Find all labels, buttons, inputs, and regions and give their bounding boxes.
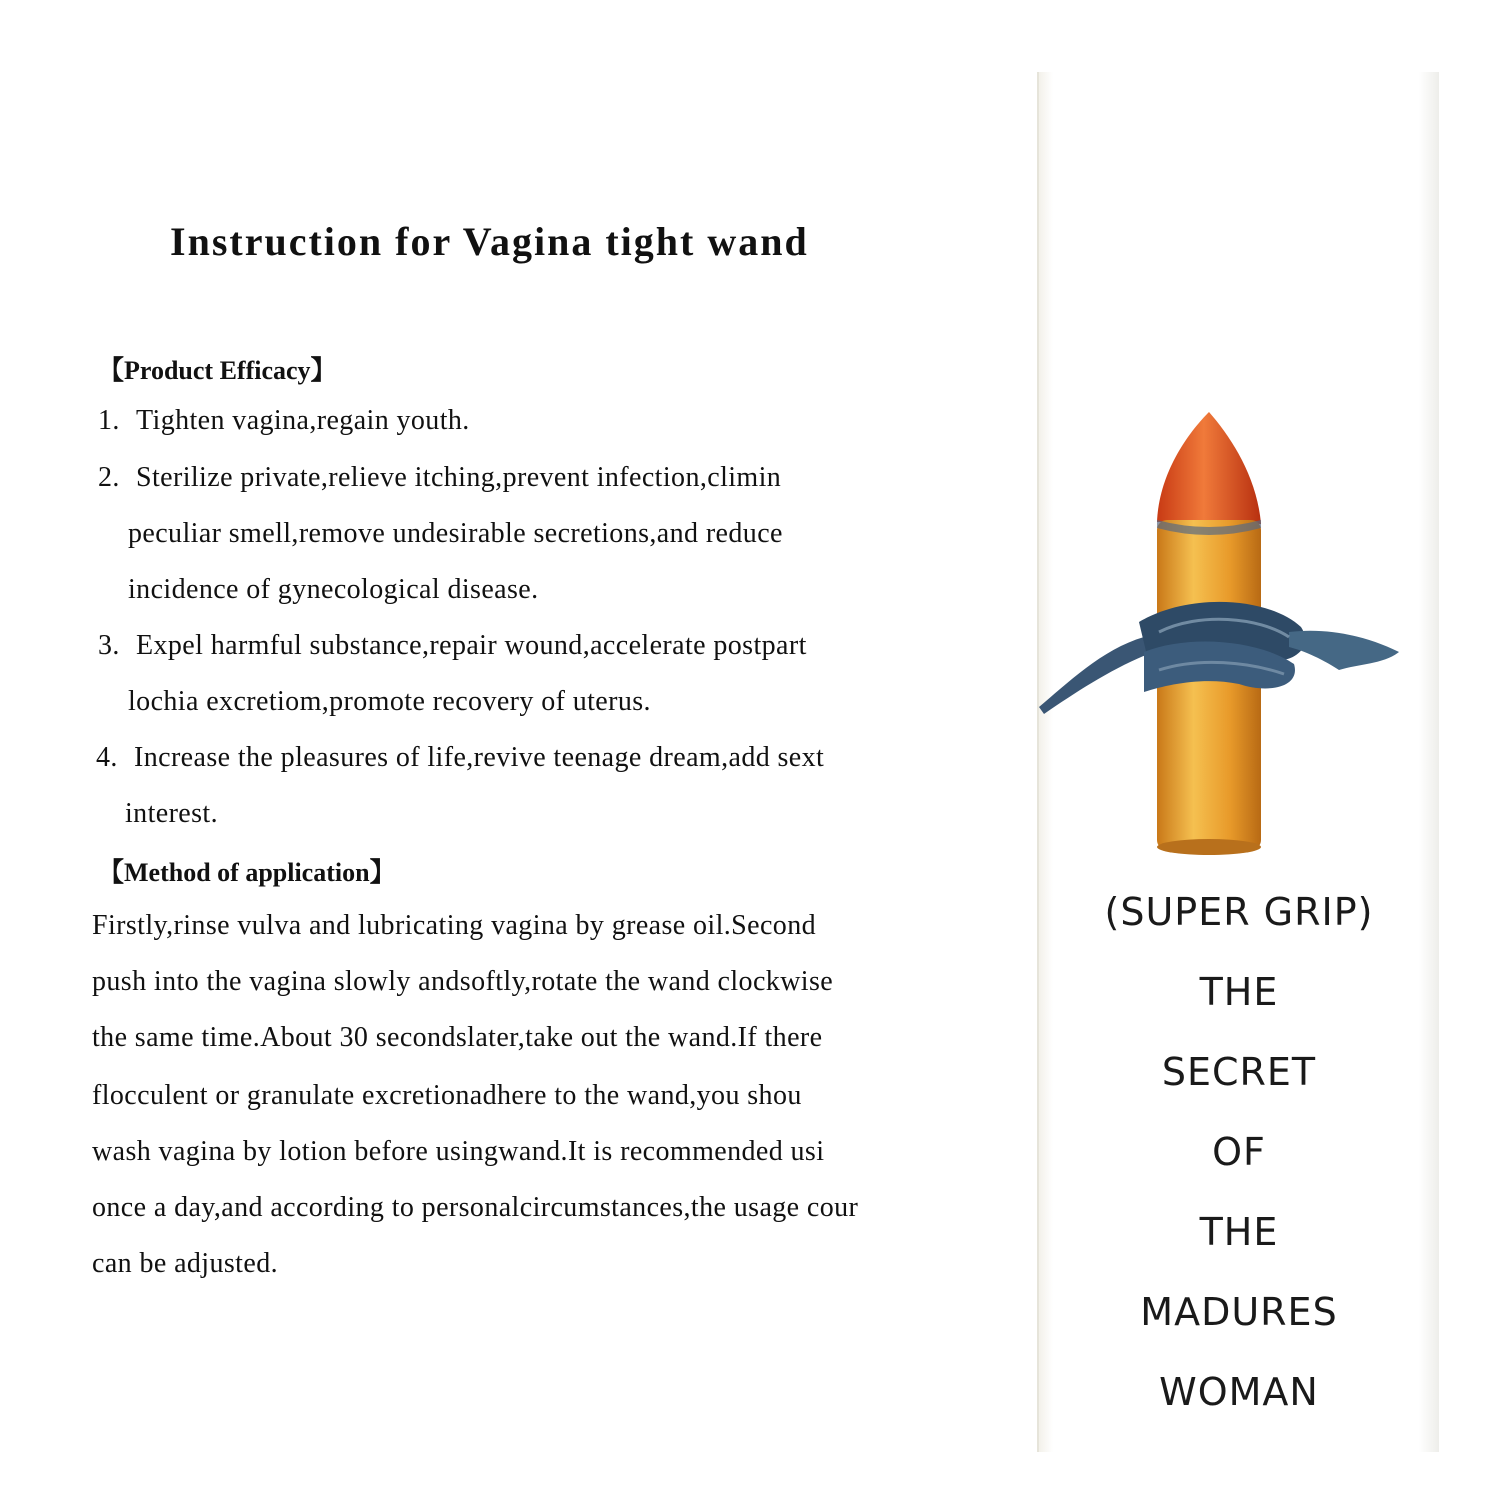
method-line-2: push into the vagina slowly andsoftly,rotate the wand clockwise	[92, 966, 834, 997]
box-line-super-grip: (SUPER GRIP)	[1104, 890, 1374, 934]
efficacy-item-2-line-1: 2. Sterilize private,relieve itching,prevent infection,climin	[98, 462, 782, 493]
efficacy-item-4-line-1: 4. Increase the pleasures of life,revive teenage dream,add sext	[96, 742, 825, 773]
method-line-5: wash vagina by lotion before usingwand.It is recommended usi	[92, 1136, 825, 1167]
method-line-6: once a day,and according to personalcircumstances,the usage cour	[92, 1192, 859, 1223]
wand-tip	[1157, 412, 1261, 524]
box-line-secret: SECRET	[1161, 1050, 1317, 1094]
box-line-woman: WOMAN	[1159, 1370, 1319, 1414]
product-box	[1037, 72, 1439, 1452]
method-line-3: the same time.About 30 secondslater,take out the wand.If there	[92, 1022, 823, 1053]
list-number: 2.	[98, 462, 120, 493]
wand-rope-illustration	[1039, 402, 1439, 872]
method-heading: 【Method of application】	[98, 858, 396, 887]
efficacy-item-3-line-2: lochia excretiom,promote recovery of uterus.	[128, 686, 651, 717]
box-line-the-1: THE	[1199, 970, 1279, 1014]
rope-left	[1039, 634, 1159, 714]
list-number: 4.	[96, 742, 118, 773]
document-title: Instruction for Vagina tight wand	[170, 219, 809, 264]
efficacy-item-4-line-2: interest.	[125, 798, 219, 829]
efficacy-item-2-line-3: incidence of gynecological disease.	[128, 574, 539, 605]
box-line-of: OF	[1212, 1130, 1266, 1174]
rope-right	[1289, 631, 1399, 670]
list-number: 1.	[98, 405, 120, 436]
efficacy-item-1-line-1: 1. Tighten vagina,regain youth.	[98, 405, 470, 436]
efficacy-heading: 【Product Efficacy】	[98, 356, 337, 385]
box-line-the-2: THE	[1199, 1210, 1279, 1254]
list-number: 3.	[98, 630, 120, 661]
method-line-4: flocculent or granulate excretionadhere to the wand,you shou	[92, 1080, 802, 1111]
box-line-madures: MADURES	[1140, 1290, 1338, 1334]
method-line-7: can be adjusted.	[92, 1248, 278, 1279]
method-line-1: Firstly,rinse vulva and lubricating vagina by grease oil.Second	[92, 910, 816, 941]
efficacy-item-3-line-1: 3. Expel harmful substance,repair wound,accelerate postpart	[98, 630, 807, 661]
efficacy-item-2-line-2: peculiar smell,remove undesirable secretions,and reduce	[128, 518, 783, 549]
